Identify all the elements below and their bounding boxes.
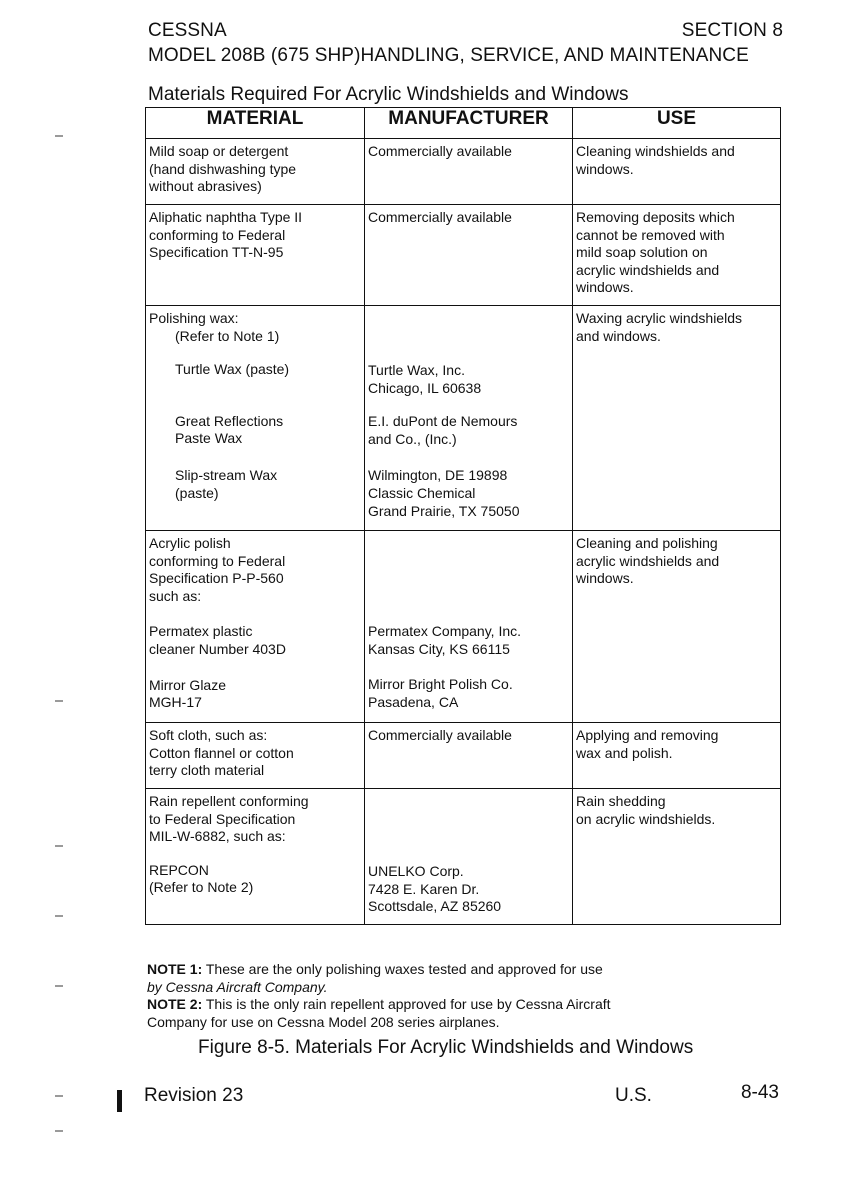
material-cell [146, 789, 365, 925]
manufacturer-item [368, 413, 569, 448]
manufacturer-line: Kansas City, KS 66115 [368, 640, 510, 657]
use-cell [573, 531, 781, 723]
use-cell [573, 139, 781, 205]
material-line: Acrylic polish [149, 535, 231, 551]
note-1-text-cont: by Cessna Aircraft Company. [147, 978, 328, 995]
material-line: Aliphatic naphtha Type II [149, 209, 303, 225]
table-title: Materials Required For Acrylic Windshields and Windows [148, 84, 629, 105]
note-1-label: NOTE 1: [147, 961, 203, 977]
manufacturer-line: 7428 E. Karen Dr. [368, 880, 480, 897]
manufacturer-cell [365, 789, 573, 925]
manufacturer-item [368, 676, 569, 711]
use-line: cannot be removed with [576, 226, 725, 243]
use-line: windows. [576, 160, 634, 177]
manufacturer-cell [365, 723, 573, 789]
manufacturer-item [368, 467, 569, 520]
material-cell [146, 306, 365, 531]
margin-mark [55, 915, 63, 917]
manufacturer-line: Pasadena, CA [368, 693, 459, 710]
materials-table [145, 107, 781, 925]
material-line: Specification TT-N-95 [149, 244, 284, 261]
table-row [146, 139, 781, 205]
manufacturer-line: Scottsdale, AZ 85260 [368, 898, 502, 915]
note-1 [147, 961, 787, 979]
column-header-use: USE [573, 108, 781, 139]
use-line: Applying and removing [576, 727, 719, 743]
material-line: MGH-17 [149, 694, 202, 711]
material-line: Mirror Glaze [149, 676, 227, 693]
manufacturer-line: E.I. duPont de Nemours [368, 413, 518, 430]
material-line: (hand dishwashing type [149, 160, 297, 177]
use-line: Removing deposits which [576, 209, 735, 225]
material-line: Polishing wax: [149, 310, 239, 326]
repellent-item [149, 862, 361, 897]
manufacturer-line: Commercially available [368, 209, 512, 225]
margin-mark [55, 1095, 63, 1097]
footer-region: U.S. [615, 1085, 652, 1106]
header-model [148, 45, 749, 67]
polish-item [149, 623, 361, 658]
manufacturer-item [368, 362, 569, 397]
material-line: Turtle Wax (paste) [175, 361, 290, 378]
material-line: conforming to Federal [149, 226, 286, 243]
manufacturer-cell [365, 205, 573, 306]
material-line: Paste Wax [175, 430, 243, 447]
material-cell [146, 531, 365, 723]
manufacturer-cell [365, 306, 573, 531]
margin-mark [55, 135, 63, 137]
table-row [146, 306, 781, 531]
manufacturer-item [368, 623, 569, 658]
margin-mark [55, 1130, 63, 1132]
column-header-material: MATERIAL [146, 108, 365, 139]
material-line: MIL-W-6882, such as: [149, 828, 286, 845]
header-model-name: MODEL 208B (675 SHP) [148, 45, 361, 66]
margin-mark [55, 700, 63, 702]
material-line: terry cloth material [149, 762, 265, 779]
header-section-title: HANDLING, SERVICE, AND MAINTENANCE [360, 45, 749, 66]
use-cell [573, 205, 781, 306]
polish-item [149, 677, 361, 712]
material-cell [146, 205, 365, 306]
material-cell [146, 139, 365, 205]
manufacturer-cell [365, 139, 573, 205]
use-line: windows. [576, 570, 634, 587]
manufacturer-line: Turtle Wax, Inc. [368, 362, 465, 378]
margin-mark [55, 985, 63, 987]
use-cell [573, 723, 781, 789]
table-row [146, 205, 781, 306]
material-line: without abrasives) [149, 178, 262, 195]
revision-bar [117, 1090, 122, 1112]
header-manufacturer: CESSNA [148, 20, 227, 41]
footer-revision: Revision 23 [144, 1085, 244, 1106]
footer-page-number: 8-43 [740, 1082, 779, 1103]
material-line: (Refer to Note 1) [175, 327, 280, 344]
column-header-manufacturer: MANUFACTURER [365, 108, 573, 139]
use-line: acrylic windshields and [576, 552, 720, 569]
manufacturer-line: Classic Chemical [368, 484, 476, 501]
manufacturer-line: Commercially available [368, 727, 512, 743]
material-line: REPCON [149, 861, 209, 878]
use-line: acrylic windshields and [576, 261, 720, 278]
manufacturer-line: Wilmington, DE 19898 [368, 467, 508, 484]
use-line: on acrylic windshields. [576, 810, 716, 827]
use-line: and windows. [576, 327, 661, 344]
header-section: SECTION 8 [681, 20, 783, 41]
manufacturer-line: UNELKO Corp. [368, 863, 464, 879]
table-row [146, 789, 781, 925]
material-line: cleaner Number 403D [149, 640, 286, 657]
wax-item [149, 413, 361, 448]
manufacturer-line: Mirror Bright Polish Co. [368, 676, 513, 693]
use-line: Cleaning windshields and [576, 143, 735, 159]
material-line: Cotton flannel or cotton [149, 744, 294, 761]
material-line: Mild soap or detergent [149, 143, 289, 159]
note-2-text-cont: Company for use on Cessna Model 208 series airplanes. [147, 1013, 500, 1030]
material-line: such as: [149, 587, 202, 604]
manufacturer-cell [365, 531, 573, 723]
use-line: wax and polish. [576, 744, 673, 761]
material-line: Permatex plastic [149, 623, 253, 640]
use-line: windows. [576, 279, 634, 296]
wax-item [149, 467, 361, 502]
margin-mark [55, 845, 63, 847]
table-header-row [146, 108, 781, 139]
manufacturer-line: and Co., (Inc.) [368, 430, 457, 447]
note-2-text: This is the only rain repellent approved for use by Cessna Aircraft [205, 996, 611, 1013]
material-line: Specification P-P-560 [149, 570, 284, 587]
manufacturer-line: Commercially available [368, 143, 512, 159]
use-line: Waxing acrylic windshields [576, 310, 742, 326]
notes-block [147, 961, 787, 1031]
use-cell [573, 789, 781, 925]
use-cell [573, 306, 781, 531]
note-2-label: NOTE 2: [147, 996, 203, 1013]
manufacturer-line: Chicago, IL 60638 [368, 379, 482, 396]
material-line: Slip-stream Wax [175, 466, 278, 483]
material-line: Soft cloth, such as: [149, 727, 268, 743]
table-row [146, 723, 781, 789]
figure-caption: Figure 8-5. Materials For Acrylic Windshields and Windows [198, 1037, 694, 1058]
manufacturer-item [368, 863, 569, 916]
use-line: Rain shedding [576, 793, 666, 809]
note-2 [147, 996, 787, 1014]
material-line: Rain repellent conforming [149, 793, 309, 809]
material-line: (Refer to Note 2) [149, 879, 254, 896]
material-line: (paste) [175, 484, 219, 501]
material-line: to Federal Specification [149, 810, 296, 827]
manufacturer-line: Permatex Company, Inc. [368, 623, 522, 639]
material-line: Great Reflections [175, 412, 284, 429]
table-row [146, 531, 781, 723]
use-line: mild soap solution on [576, 244, 708, 261]
material-line: conforming to Federal [149, 552, 286, 569]
use-line: Cleaning and polishing [576, 535, 718, 551]
note-1-text: These are the only polishing waxes tested and approved for use [205, 961, 603, 977]
material-cell [146, 723, 365, 789]
manufacturer-line: Grand Prairie, TX 75050 [368, 502, 520, 519]
wax-item [149, 361, 361, 379]
